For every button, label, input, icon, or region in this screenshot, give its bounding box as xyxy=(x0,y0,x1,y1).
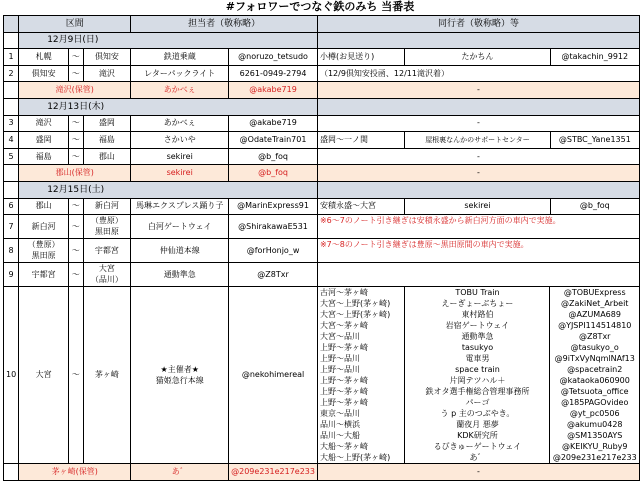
companion-name: TOBU Train xyxy=(405,287,550,298)
handover-note: ※7〜8のノート引き継ぎは豊原〜黒田原間の車内で実施。 xyxy=(317,239,639,263)
companion-row xyxy=(318,386,639,397)
table-row: 8 （豊原） 黒田原 〜 宇都宮 仲仙道本線 @forHonjo_w ※7〜8のノート引き継ぎは豊原〜黒田原間の車内で実施。 xyxy=(4,239,640,263)
companion-row xyxy=(318,353,639,364)
companion-row xyxy=(318,320,639,331)
date-label: 12月9日(日) xyxy=(19,32,318,49)
companion-row xyxy=(318,331,639,342)
companion-leg: 上野〜品川 xyxy=(319,365,360,375)
companion-acct: @185PAGOvideo xyxy=(561,398,629,408)
companion-leg: 大宮〜上野(茅ヶ崎) xyxy=(319,299,391,309)
companion-leg: 上野〜茅ヶ崎 xyxy=(319,398,368,408)
companion-acct: @AZUMA689 xyxy=(568,310,621,320)
companion-list xyxy=(318,287,639,463)
date-label: 12月15日(土) xyxy=(19,181,318,198)
companion-name: 岩宿ゲートウェイ xyxy=(405,320,550,331)
table-row: 7 新白河 〜 （豊原） 黒田原 白河ゲートウェイ @ShirakawaE531 ※6〜7のノート引き継ぎは安積永盛から新白河方面の車内で実施。 xyxy=(4,215,640,239)
storage-row: 茅ヶ崎(保管) あ゛ @209e231e217e233 - xyxy=(4,464,640,481)
header-companion: 同行者（敬称略）等 xyxy=(317,16,639,33)
companion-acct: @spacetrain2 xyxy=(567,365,623,375)
companion-row xyxy=(318,309,639,320)
companion-row xyxy=(318,397,639,408)
companion-leg: 上野〜茅ヶ崎 xyxy=(319,376,368,386)
companion-leg: 大宮〜品川 xyxy=(319,332,360,342)
companion-leg: 古河〜茅ヶ崎 xyxy=(319,288,368,298)
companion-leg: 上野〜茅ヶ崎 xyxy=(319,387,368,397)
duty-roster-table xyxy=(3,15,640,481)
companion-acct: @Z8Txr xyxy=(578,332,611,342)
companion-name: 東村路伯 xyxy=(405,309,550,320)
companion-acct: @ZakiNet_Arbeit xyxy=(561,299,629,309)
companion-name: 片岡テツハル＋ xyxy=(405,375,550,386)
companion-row xyxy=(318,408,639,419)
companion-row xyxy=(318,441,639,452)
table-row: 3 滝沢 〜 盛岡 あかべぇ @akabe719 - xyxy=(4,115,640,132)
companion-leg: 大船〜茅ヶ崎 xyxy=(319,442,368,452)
companion-leg: 大宮〜茅ヶ崎 xyxy=(319,321,368,331)
companion-name: 蘭夜月 悪夢 xyxy=(405,419,550,430)
companion-leg: 品川〜横浜 xyxy=(319,420,360,430)
date-row xyxy=(4,181,640,198)
companion-row xyxy=(318,298,639,309)
companion-acct: @tasukyo_o xyxy=(570,343,619,353)
table-row: 6 郡山 〜 新白河 馬琳エクスプレス踊り子 @MarinExpress91 安積永盛〜大宮 sekirei @b_foq xyxy=(4,198,640,215)
companion-name: 電車男 xyxy=(405,353,550,364)
table-row: 4 盛岡 〜 福島 さかいや @OdateTrain701 盛岡〜一ノ関 屋根裏なんかのサポートセンター @STBC_Yane1351 xyxy=(4,132,640,149)
companion-acct: @9iTxVyNqmlNAf13 xyxy=(554,354,635,364)
companion-acct: @TOBUExpress xyxy=(563,288,626,298)
storage-row: 郡山(保管) sekirei @b_foq - xyxy=(4,165,640,182)
header-person: 担当者（敬称略） xyxy=(131,16,318,33)
page-title: #フォロワーでつなぐ鉄のみち 当番表 xyxy=(225,0,415,13)
header-section: 区間 xyxy=(19,16,131,33)
companion-row xyxy=(318,342,639,353)
companion-leg: 大宮〜上野(茅ヶ崎) xyxy=(319,310,391,320)
companion-leg: 上野〜品川 xyxy=(319,354,360,364)
handover-note: ※6〜7のノート引き継ぎは安積永盛から新白河方面の車内で実施。 xyxy=(317,215,639,239)
table-row: 9 宇都宮 〜 大宮 （品川） 通動準急 @Z8Txr xyxy=(4,263,640,287)
date-label: 12月13日(木) xyxy=(19,98,318,115)
date-row xyxy=(4,32,640,49)
companion-acct: @yt_pc0506 xyxy=(569,409,620,419)
companion-acct: @YJSPI114514810 xyxy=(558,321,632,331)
companion-row xyxy=(318,364,639,375)
companion-name: 鉄オタ選手権総合管理事務所 xyxy=(405,386,550,397)
companion-row xyxy=(318,430,639,441)
date-row xyxy=(4,98,640,115)
companion-name: space train xyxy=(405,364,550,375)
companion-row xyxy=(318,419,639,430)
companion-name: パーゴ xyxy=(405,397,550,408)
companion-leg: 大船〜上野(茅ヶ崎) xyxy=(319,453,391,463)
companion-acct: @Tetsuota_office xyxy=(560,387,629,397)
companion-name: KDK研究所 xyxy=(405,430,550,441)
companion-row xyxy=(318,375,639,386)
storage-row: 滝沢(保管) あかべぇ @akabe719 - xyxy=(4,82,640,99)
companion-name: う p 主のつぶやき。 xyxy=(405,408,550,419)
header-row xyxy=(4,16,640,33)
table-row: 10 大宮 〜 茅ヶ崎 ★主催者★ 猫姫急行本線 @nekohimereal 古河〜茅ヶ崎 TOBU Train @TOBUExpress 大宮〜上野(茅ヶ崎) えーぎょーぶちょー @ZakiNet_Arbeit 大宮〜上野(茅ヶ崎) 東村路伯 @AZUMA689 大宮〜茅ヶ崎 岩宿ゲートウェイ @YJSPI114514810 大宮〜品川 通動準急 @Z8Txr 上野〜茅ヶ崎 tasukyo @tasukyo_o 上野〜品川 電車男 @9iTxVyNqmlNAf13 上野〜品川 space train @spacetrain2 上野〜茅ヶ崎 片岡テツハル＋ @kataoka060900 上野〜茅ヶ崎 鉄オタ選手権総合管理事務所 @Tetsuota_office 上野〜茅ヶ崎 パーゴ @185PAGOvideo 東京〜品川 う p 主のつぶやき。 @yt_pc0506 品川〜横浜 蘭夜月 悪夢 @akumu0428 品川〜大船 KDK研究所 @SM1350AYS 大船〜茅ヶ崎 るびきゅーゲートウェイ @KEIKYU_Ruby9 大船〜上野(茅ヶ崎) あ゛ @209e231e217e233 xyxy=(4,287,640,464)
table-row: 1 札幌 〜 倶知安 鉄道乗蔵 @noruzo_tetsudo 小樽(お見送り) たかちん @takachin_9912 xyxy=(4,49,640,66)
table-row: 5 福島 〜 郡山 sekirei @b_foq - xyxy=(4,148,640,165)
companion-leg: 品川〜大船 xyxy=(319,431,360,441)
companion-row xyxy=(318,452,639,463)
companion-name: あ゛ xyxy=(405,452,550,463)
companion-row xyxy=(318,287,639,298)
companion-leg: 上野〜茅ヶ崎 xyxy=(319,343,368,353)
companion-leg: 東京〜品川 xyxy=(319,409,360,419)
companion-acct: @209e231e217e233 xyxy=(552,453,637,463)
companion-acct: @akumu0428 xyxy=(566,420,623,430)
companion-acct: @KEIKYU_Ruby9 xyxy=(561,442,628,452)
companion-name: えーぎょーぶちょー xyxy=(405,298,550,309)
companion-acct: @kataoka060900 xyxy=(559,376,630,386)
companion-name: るびきゅーゲートウェイ xyxy=(405,441,550,452)
companion-name: 通動準急 xyxy=(405,331,550,342)
companion-name: tasukyo xyxy=(405,342,550,353)
companion-acct: @SM1350AYS xyxy=(567,431,623,441)
table-row: 2 倶知安 〜 滝沢 レターパックライト 6261-0949-2794 （12/9倶知安投函、12/11滝沢着） xyxy=(4,65,640,82)
